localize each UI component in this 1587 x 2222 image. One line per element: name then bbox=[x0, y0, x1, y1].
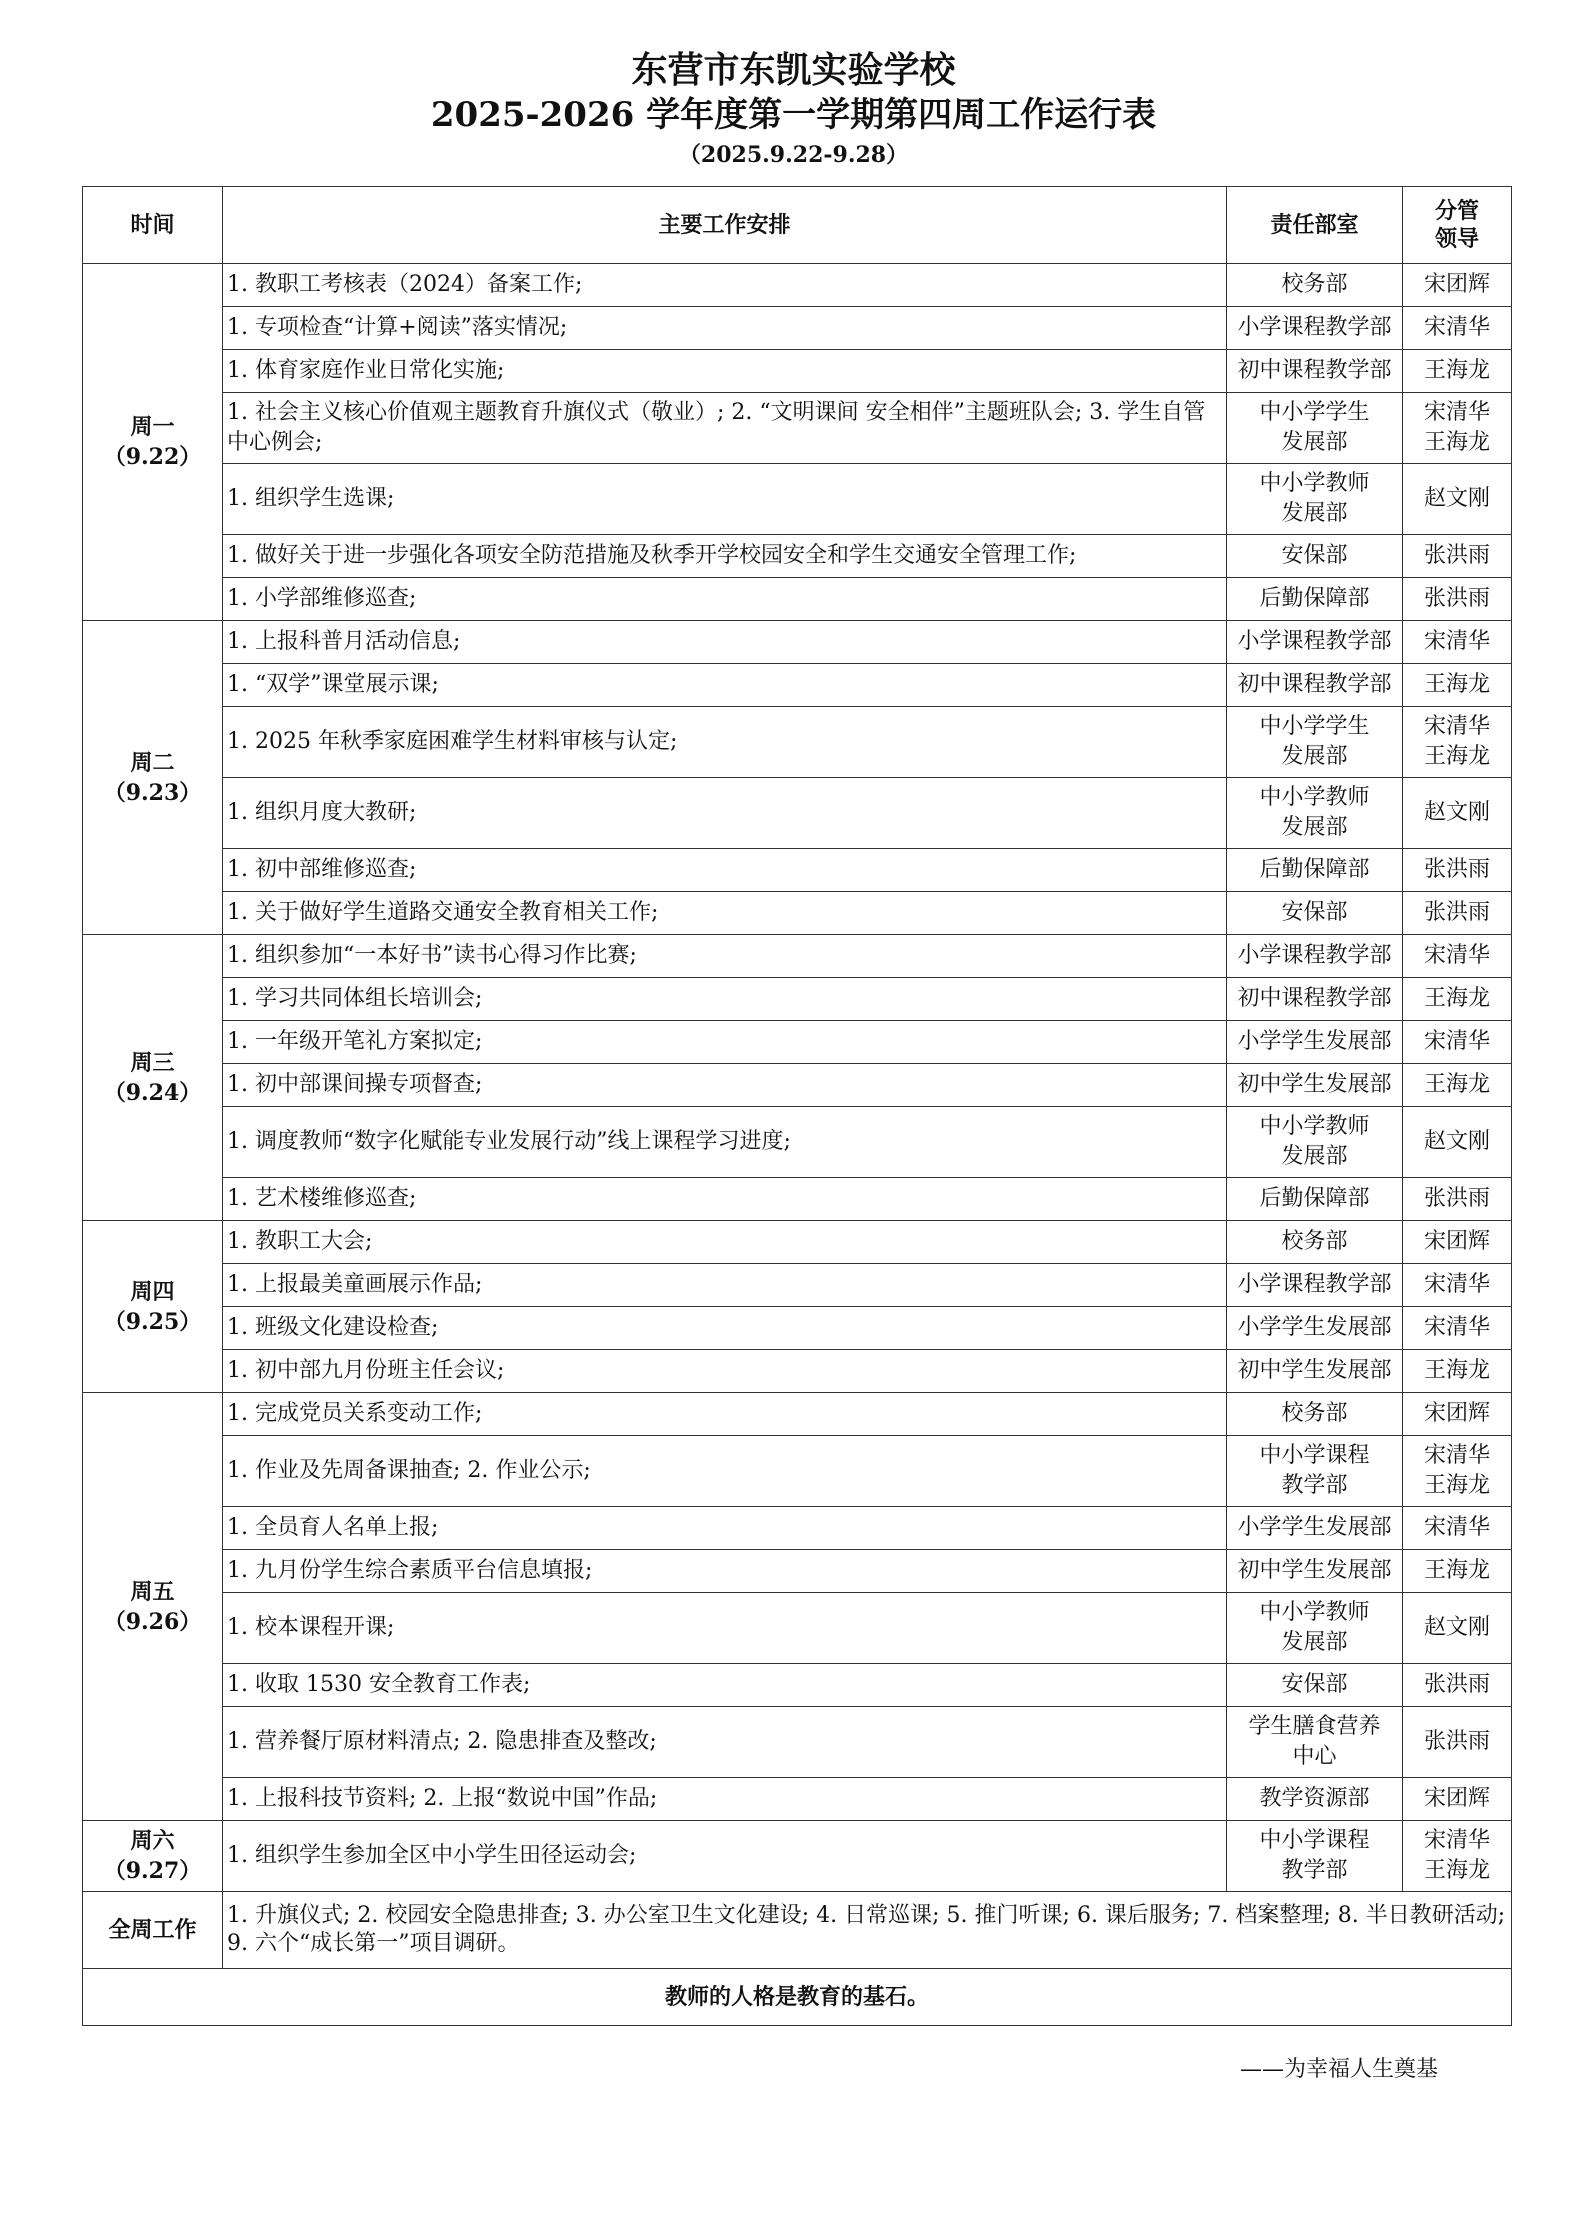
leader-cell: 宋清华 bbox=[1403, 621, 1512, 664]
task-cell: 1. 收取 1530 安全教育工作表; bbox=[223, 1664, 1227, 1707]
department-cell: 中小学课程 教学部 bbox=[1227, 1436, 1403, 1507]
table-row bbox=[83, 393, 1512, 464]
department-cell: 校务部 bbox=[1227, 1221, 1403, 1264]
table-row bbox=[83, 664, 1512, 707]
table-row bbox=[83, 1664, 1512, 1707]
table-row bbox=[83, 1264, 1512, 1307]
leader-cell: 张洪雨 bbox=[1403, 1707, 1512, 1778]
leader-cell: 宋团辉 bbox=[1403, 1221, 1512, 1264]
department-cell: 初中课程教学部 bbox=[1227, 350, 1403, 393]
table-row bbox=[83, 1178, 1512, 1221]
day-cell: 周三 （9.24） bbox=[83, 935, 223, 1221]
table-row bbox=[83, 1064, 1512, 1107]
task-cell: 1. 九月份学生综合素质平台信息填报; bbox=[223, 1550, 1227, 1593]
department-cell: 初中学生发展部 bbox=[1227, 1550, 1403, 1593]
header-department: 责任部室 bbox=[1227, 187, 1403, 264]
task-cell: 1. 上报科技节资料; 2. 上报“数说中国”作品; bbox=[223, 1778, 1227, 1821]
task-cell: 1. 班级文化建设检查; bbox=[223, 1307, 1227, 1350]
table-row bbox=[83, 1221, 1512, 1264]
document-title: 2025-2026 学年度第一学期第四周工作运行表 bbox=[430, 95, 1157, 135]
task-cell: 1. 初中部维修巡查; bbox=[223, 849, 1227, 892]
header-time: 时间 bbox=[83, 187, 223, 264]
department-cell: 小学课程教学部 bbox=[1227, 307, 1403, 350]
department-cell: 小学学生发展部 bbox=[1227, 1021, 1403, 1064]
task-cell: 1. 学习共同体组长培训会; bbox=[223, 978, 1227, 1021]
table-row bbox=[83, 1107, 1512, 1178]
department-cell: 小学课程教学部 bbox=[1227, 1264, 1403, 1307]
leader-cell: 赵文刚 bbox=[1403, 1593, 1512, 1664]
department-cell: 初中学生发展部 bbox=[1227, 1350, 1403, 1393]
department-cell: 安保部 bbox=[1227, 1664, 1403, 1707]
department-cell: 中小学课程 教学部 bbox=[1227, 1821, 1403, 1892]
department-cell: 小学课程教学部 bbox=[1227, 935, 1403, 978]
leader-cell: 王海龙 bbox=[1403, 1350, 1512, 1393]
leader-cell: 宋团辉 bbox=[1403, 1778, 1512, 1821]
task-cell: 1. 上报科普月活动信息; bbox=[223, 621, 1227, 664]
leader-cell: 宋清华 王海龙 bbox=[1403, 393, 1512, 464]
table-row bbox=[83, 464, 1512, 535]
task-cell: 1. 全员育人名单上报; bbox=[223, 1507, 1227, 1550]
department-cell: 初中课程教学部 bbox=[1227, 664, 1403, 707]
leader-cell: 王海龙 bbox=[1403, 978, 1512, 1021]
table-row bbox=[83, 935, 1512, 978]
table-row bbox=[83, 578, 1512, 621]
task-cell: 1. 组织学生参加全区中小学生田径运动会; bbox=[223, 1821, 1227, 1892]
leader-cell: 张洪雨 bbox=[1403, 1664, 1512, 1707]
week-all-row bbox=[83, 1892, 1512, 1969]
table-row bbox=[83, 1393, 1512, 1436]
task-cell: 1. 做好关于进一步强化各项安全防范措施及秋季开学校园安全和学生交通安全管理工作; bbox=[223, 535, 1227, 578]
leader-cell: 宋清华 bbox=[1403, 1307, 1512, 1350]
day-cell: 周六 （9.27） bbox=[83, 1821, 223, 1892]
department-cell: 后勤保障部 bbox=[1227, 1178, 1403, 1221]
task-cell: 1. 组织学生选课; bbox=[223, 464, 1227, 535]
task-cell: 1. 教职工考核表（2024）备案工作; bbox=[223, 264, 1227, 307]
leader-cell: 张洪雨 bbox=[1403, 849, 1512, 892]
table-row bbox=[83, 1778, 1512, 1821]
department-cell: 后勤保障部 bbox=[1227, 578, 1403, 621]
task-cell: 1. 社会主义核心价值观主题教育升旗仪式（敬业）; 2. “文明课间 安全相伴”主题班队会; 3. 学生自管中心例会; bbox=[223, 393, 1227, 464]
leader-cell: 王海龙 bbox=[1403, 664, 1512, 707]
table-header-row bbox=[83, 187, 1512, 264]
schedule-body bbox=[83, 264, 1512, 1892]
department-cell: 学生膳食营养 中心 bbox=[1227, 1707, 1403, 1778]
motto-row bbox=[83, 1969, 1512, 2026]
department-cell: 中小学教师 发展部 bbox=[1227, 778, 1403, 849]
school-name: 东营市东凯实验学校 bbox=[631, 49, 956, 91]
leader-cell: 张洪雨 bbox=[1403, 1178, 1512, 1221]
department-cell: 教学资源部 bbox=[1227, 1778, 1403, 1821]
task-cell: 1. 完成党员关系变动工作; bbox=[223, 1393, 1227, 1436]
department-cell: 小学学生发展部 bbox=[1227, 1507, 1403, 1550]
title-block bbox=[0, 48, 1587, 172]
table-row bbox=[83, 1350, 1512, 1393]
table-row bbox=[83, 1021, 1512, 1064]
footer-slogan: ——为幸福人生奠基 bbox=[1240, 2057, 1439, 2082]
table-row bbox=[83, 1507, 1512, 1550]
leader-cell: 王海龙 bbox=[1403, 350, 1512, 393]
leader-cell: 王海龙 bbox=[1403, 1550, 1512, 1593]
schedule-table bbox=[82, 186, 1512, 2026]
table-row bbox=[83, 892, 1512, 935]
department-cell: 校务部 bbox=[1227, 1393, 1403, 1436]
week-all-label: 全周工作 bbox=[83, 1892, 223, 1969]
leader-cell: 宋清华 bbox=[1403, 1021, 1512, 1064]
day-cell: 周四 （9.25） bbox=[83, 1221, 223, 1393]
department-cell: 初中课程教学部 bbox=[1227, 978, 1403, 1021]
task-cell: 1. 一年级开笔礼方案拟定; bbox=[223, 1021, 1227, 1064]
department-cell: 中小学学生 发展部 bbox=[1227, 393, 1403, 464]
department-cell: 校务部 bbox=[1227, 264, 1403, 307]
leader-cell: 张洪雨 bbox=[1403, 578, 1512, 621]
task-cell: 1. 2025 年秋季家庭困难学生材料审核与认定; bbox=[223, 707, 1227, 778]
leader-cell: 宋清华 bbox=[1403, 1264, 1512, 1307]
leader-cell: 赵文刚 bbox=[1403, 464, 1512, 535]
department-cell: 安保部 bbox=[1227, 535, 1403, 578]
table-row bbox=[83, 978, 1512, 1021]
table-row bbox=[83, 307, 1512, 350]
table-row bbox=[83, 849, 1512, 892]
leader-cell: 宋清华 bbox=[1403, 1507, 1512, 1550]
task-cell: 1. 关于做好学生道路交通安全教育相关工作; bbox=[223, 892, 1227, 935]
leader-cell: 张洪雨 bbox=[1403, 535, 1512, 578]
table-row bbox=[83, 621, 1512, 664]
department-cell: 中小学教师 发展部 bbox=[1227, 1107, 1403, 1178]
task-cell: 1. 校本课程开课; bbox=[223, 1593, 1227, 1664]
department-cell: 初中学生发展部 bbox=[1227, 1064, 1403, 1107]
task-cell: 1. 组织参加“一本好书”读书心得习作比赛; bbox=[223, 935, 1227, 978]
leader-cell: 张洪雨 bbox=[1403, 892, 1512, 935]
leader-cell: 宋清华 王海龙 bbox=[1403, 1821, 1512, 1892]
table-row bbox=[83, 1550, 1512, 1593]
task-cell: 1. 教职工大会; bbox=[223, 1221, 1227, 1264]
task-cell: 1. 营养餐厅原材料清点; 2. 隐患排查及整改; bbox=[223, 1707, 1227, 1778]
department-cell: 中小学教师 发展部 bbox=[1227, 464, 1403, 535]
task-cell: 1. 调度教师“数字化赋能专业发展行动”线上课程学习进度; bbox=[223, 1107, 1227, 1178]
task-cell: 1. 上报最美童画展示作品; bbox=[223, 1264, 1227, 1307]
leader-cell: 宋清华 bbox=[1403, 935, 1512, 978]
leader-cell: 宋清华 王海龙 bbox=[1403, 707, 1512, 778]
task-cell: 1. 小学部维修巡查; bbox=[223, 578, 1227, 621]
table-row bbox=[83, 707, 1512, 778]
department-cell: 后勤保障部 bbox=[1227, 849, 1403, 892]
leader-cell: 宋团辉 bbox=[1403, 264, 1512, 307]
header-main-work: 主要工作安排 bbox=[223, 187, 1227, 264]
leader-cell: 宋团辉 bbox=[1403, 1393, 1512, 1436]
task-cell: 1. 初中部九月份班主任会议; bbox=[223, 1350, 1227, 1393]
day-cell: 周二 （9.23） bbox=[83, 621, 223, 935]
table-row bbox=[83, 778, 1512, 849]
department-cell: 中小学教师 发展部 bbox=[1227, 1593, 1403, 1664]
table-row bbox=[83, 1307, 1512, 1350]
task-cell: 1. 作业及先周备课抽查; 2. 作业公示; bbox=[223, 1436, 1227, 1507]
task-cell: 1. “双学”课堂展示课; bbox=[223, 664, 1227, 707]
table-row bbox=[83, 1593, 1512, 1664]
leader-cell: 赵文刚 bbox=[1403, 778, 1512, 849]
week-all-text: 1. 升旗仪式; 2. 校园安全隐患排查; 3. 办公室卫生文化建设; 4. 日常巡课; 5. 推门听课; 6. 课后服务; 7. 档案整理; 8. 半日教研活动; 9. 六个“成长第一”项目调研。 bbox=[223, 1892, 1512, 1969]
leader-cell: 宋清华 bbox=[1403, 307, 1512, 350]
table-row bbox=[83, 1821, 1512, 1892]
header-leader: 分管 领导 bbox=[1403, 187, 1512, 264]
motto-text: 教师的人格是教育的基石。 bbox=[83, 1969, 1512, 2026]
table-row bbox=[83, 1707, 1512, 1778]
department-cell: 安保部 bbox=[1227, 892, 1403, 935]
leader-cell: 王海龙 bbox=[1403, 1064, 1512, 1107]
task-cell: 1. 组织月度大教研; bbox=[223, 778, 1227, 849]
table-row bbox=[83, 264, 1512, 307]
day-cell: 周五 （9.26） bbox=[83, 1393, 223, 1821]
task-cell: 1. 体育家庭作业日常化实施; bbox=[223, 350, 1227, 393]
day-cell: 周一 （9.22） bbox=[83, 264, 223, 621]
task-cell: 1. 初中部课间操专项督查; bbox=[223, 1064, 1227, 1107]
department-cell: 小学课程教学部 bbox=[1227, 621, 1403, 664]
department-cell: 中小学学生 发展部 bbox=[1227, 707, 1403, 778]
task-cell: 1. 艺术楼维修巡查; bbox=[223, 1178, 1227, 1221]
date-range: （2025.9.22-9.28） bbox=[678, 142, 909, 168]
task-cell: 1. 专项检查“计算+阅读”落实情况; bbox=[223, 307, 1227, 350]
leader-cell: 赵文刚 bbox=[1403, 1107, 1512, 1178]
table-row bbox=[83, 350, 1512, 393]
table-row bbox=[83, 1436, 1512, 1507]
department-cell: 小学学生发展部 bbox=[1227, 1307, 1403, 1350]
table-row bbox=[83, 535, 1512, 578]
leader-cell: 宋清华 王海龙 bbox=[1403, 1436, 1512, 1507]
